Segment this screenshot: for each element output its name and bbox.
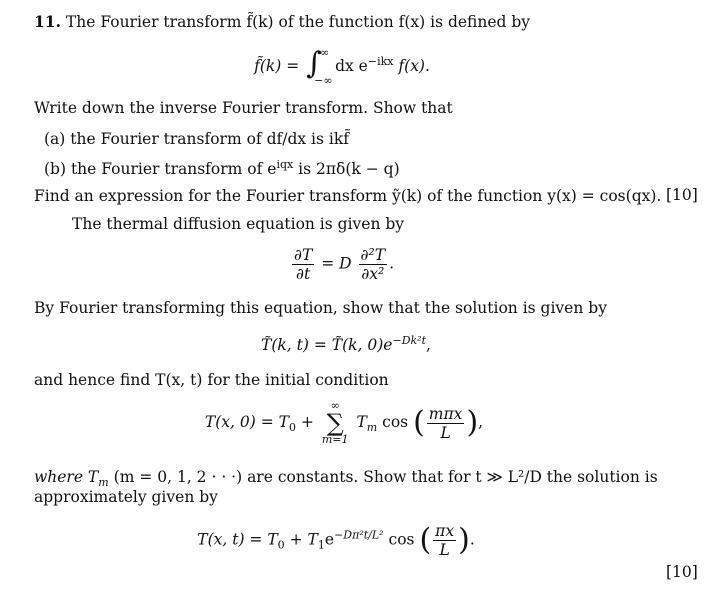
sum-lower: m=1 xyxy=(321,433,349,446)
initial-condition-equation: T(x, $0) = T_0$ + ∞ ∑ m=1 $T_m$ cos ( $\frac{\text{mπx}}{L}$ ), xyxy=(204,399,484,446)
init-end: , xyxy=(478,413,484,431)
and-hence-line: and hence find T(x, t) for the initial condition xyxy=(34,371,389,389)
init-plus: + xyxy=(300,413,314,431)
init-term: T xyxy=(356,413,367,431)
where-rest: (m = 0, 1, 2 · · ·) are constants. Show that for t ≫ L²/D the solution is xyxy=(113,468,658,486)
sol-exponent: −Dk²t xyxy=(392,334,427,347)
def-rhs: dx e xyxy=(335,57,368,75)
intro-text: The Fourier transform f̃(k) of the function f(x) is defined by xyxy=(65,13,531,31)
init-frac-num: mπx xyxy=(428,404,463,423)
by-fourier-line: By Fourier transforming this equation, show that the solution is given by xyxy=(34,299,607,317)
part-a: (a) the Fourier transform of df/dx is ikf̃ xyxy=(44,130,349,148)
where-tm-sub: m xyxy=(98,476,109,490)
diff-lhs-fraction xyxy=(292,246,314,283)
thermal-intro-line: The thermal diffusion equation is given by xyxy=(72,215,405,233)
final-sub1: 1 xyxy=(317,538,325,552)
init-fraction xyxy=(427,405,465,442)
init-frac-den: L xyxy=(440,423,451,442)
find-expression-line: Find an expression for the Fourier transform ỹ(k) of the function y(x) = cos(qx). xyxy=(34,187,662,205)
fourier-definition-equation xyxy=(0,46,694,87)
final-end: . xyxy=(469,530,475,549)
marks-label-2: [10] xyxy=(666,563,698,581)
diffusion-equation xyxy=(0,246,694,283)
solution-equation xyxy=(0,334,698,354)
integral-symbol: ∫ ∞ −∞ xyxy=(306,46,333,87)
def-exponent: −ikx xyxy=(367,54,394,68)
final-solution-equation: T(x, $t) = T_0 + T_1e^{-D\pi^2t/L^2}$ cos ( $\frac{\pi x}{L}$ ). xyxy=(197,522,475,559)
init-cos: cos xyxy=(382,413,409,431)
final-lhs: T(x, t) = T xyxy=(197,530,278,549)
diff-rhs-num: ∂²T xyxy=(360,246,386,264)
where-line-2: approximately given by xyxy=(34,488,218,506)
summation-symbol xyxy=(322,400,349,446)
def-tail: f(x). xyxy=(398,57,430,75)
where-tm: where T xyxy=(34,468,99,486)
final-cos: cos xyxy=(388,530,415,549)
part-b-post: is 2πδ(k − q) xyxy=(298,160,400,179)
sum-sigma: ∑ xyxy=(326,409,344,437)
write-down-line: Write down the inverse Fourier transform. Show that xyxy=(34,99,453,117)
diff-equals-d: = D xyxy=(321,254,352,273)
sol-main: T̃(k, t) = T̃(k, 0)e xyxy=(261,336,393,355)
init-sub0: 0 xyxy=(288,421,296,435)
final-sub0: 0 xyxy=(277,538,285,552)
final-fraction xyxy=(433,522,456,559)
integral-upper-limit: ∞ xyxy=(320,46,330,59)
diff-rhs-den: ∂x² xyxy=(361,265,385,283)
diff-lhs-num: ∂T xyxy=(293,246,313,264)
def-lhs: f̃(k) = xyxy=(254,57,300,75)
final-plus: + T xyxy=(289,530,318,549)
part-b-pre: (b) the Fourier transform of e xyxy=(44,160,277,179)
diff-lhs-den: ∂t xyxy=(296,265,311,283)
part-b xyxy=(44,155,400,179)
question-intro-line xyxy=(34,12,530,32)
final-frac-den: L xyxy=(439,541,450,559)
integral-lower-limit: −∞ xyxy=(314,74,333,87)
diff-end: . xyxy=(389,254,395,273)
part-b-exponent: iqx xyxy=(276,158,294,171)
marks-label-1: [10] xyxy=(666,186,698,204)
final-exponent: −Dπ²t/L² xyxy=(334,528,384,542)
question-number: 11. xyxy=(34,12,61,31)
sum-upper: ∞ xyxy=(330,399,340,412)
sol-end: , xyxy=(426,336,431,355)
init-term-sub: m xyxy=(366,421,378,435)
final-frac-num: πx xyxy=(435,522,455,540)
diff-rhs-fraction xyxy=(359,246,388,283)
final-e: e xyxy=(324,530,335,549)
init-lhs: T(x, 0) = T xyxy=(204,413,289,431)
